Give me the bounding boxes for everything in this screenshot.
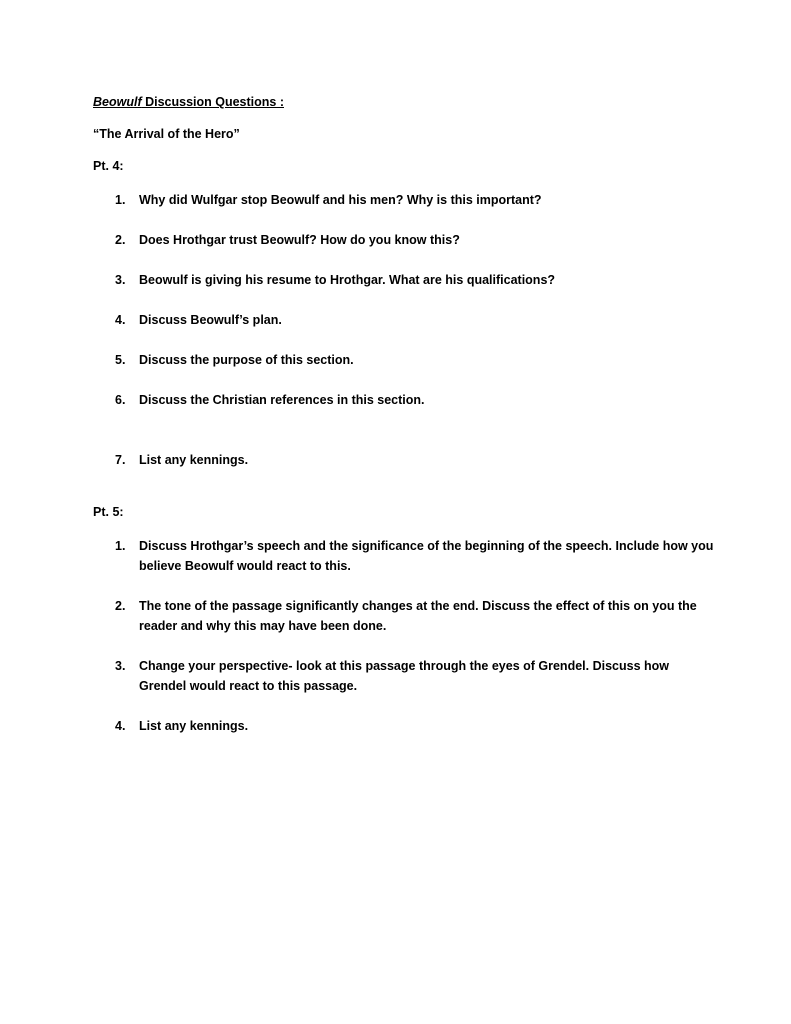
question-number: 3. — [115, 659, 126, 673]
section-heading-pt4: Pt. 4: — [93, 159, 124, 173]
question-text: Why did Wulfgar stop Beowulf and his men? Why is this important? — [139, 193, 542, 207]
question-item — [115, 596, 715, 636]
question-number: 4. — [115, 313, 126, 327]
document-title-rest: Discussion Questions : — [141, 95, 284, 109]
question-number: 3. — [115, 273, 126, 287]
question-number: 5. — [115, 353, 126, 367]
question-item — [115, 350, 715, 370]
question-item — [115, 656, 715, 696]
question-text: Discuss the purpose of this section. — [139, 353, 354, 367]
document-subtitle: “The Arrival of the Hero” — [93, 127, 240, 141]
question-number: 1. — [115, 193, 126, 207]
question-number: 7. — [115, 453, 126, 467]
question-text: List any kennings. — [139, 453, 249, 467]
question-item — [115, 716, 715, 736]
question-text: Change your perspective- look at this passage through the eyes of Grendel. Discuss how Grendel would react to this passage. — [139, 659, 669, 693]
question-item — [115, 270, 715, 290]
question-text: List any kennings. — [139, 719, 249, 733]
question-text: Beowulf is giving his resume to Hrothgar. What are his qualifications? — [139, 273, 556, 287]
document-title — [93, 94, 284, 110]
question-item — [115, 536, 715, 576]
question-number: 4. — [115, 719, 126, 733]
document-title-italic: Beowulf — [93, 95, 142, 109]
question-item — [115, 310, 715, 330]
question-number: 2. — [115, 233, 126, 247]
question-item — [115, 190, 715, 210]
question-item — [115, 230, 715, 250]
question-number: 6. — [115, 393, 126, 407]
question-text: The tone of the passage significantly changes at the end. Discuss the effect of this on you the reader and why this may have been done. — [139, 599, 697, 633]
question-text: Discuss the Christian references in this section. — [139, 393, 425, 407]
question-text: Discuss Beowulf’s plan. — [139, 313, 282, 327]
question-text: Does Hrothgar trust Beowulf? How do you know this? — [139, 233, 460, 247]
question-number: 1. — [115, 539, 126, 553]
question-item — [115, 450, 715, 470]
question-text: Discuss Hrothgar’s speech and the significance of the beginning of the speech. Include how you believe Beowulf would react to this. — [139, 539, 714, 573]
section-heading-pt5: Pt. 5: — [93, 505, 124, 519]
question-number: 2. — [115, 599, 126, 613]
question-item — [115, 390, 715, 410]
